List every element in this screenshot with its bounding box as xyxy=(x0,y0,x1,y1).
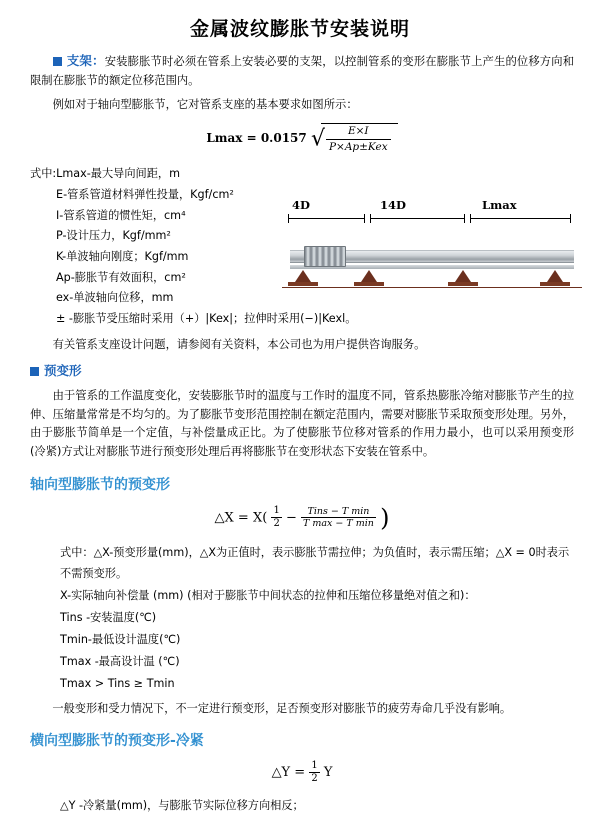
axial-line: Tmax -最高设计温 (℃) xyxy=(60,654,180,668)
definition-item: E-管系管道材料弹性投量，Kgf/cm² xyxy=(56,187,234,201)
figure-drawing xyxy=(282,226,582,292)
lmax-formula-den: P×Ap±Kex xyxy=(328,141,388,153)
section-bracket-p1: 安装膨胀节时必须在管系上安装必要的支架，以控制管系的变形在膨胀节上产生的位移方向和限制在膨胀节的额定位移范围内。 xyxy=(30,55,574,87)
axial-equation-minus: − xyxy=(285,510,297,526)
figure-label-4d: 4D xyxy=(292,198,310,212)
lateral-equation-half: $\frac{1}{2}$ xyxy=(311,759,318,784)
definition-item: ± -膨胀节受压缩时采用（+）|Kex|；拉伸时采用(−)|Kexl。 xyxy=(56,312,357,326)
blue-square-icon xyxy=(30,367,39,376)
axial-equation-rhs: ) xyxy=(380,503,390,532)
axial-equation-fraction: $\frac{\text{Tins − T min}}{\text{T max − T min}}$ xyxy=(303,505,374,530)
section-predeform-heading: 预变形 xyxy=(44,362,82,378)
section-axial-heading: 轴向型膨胀节的预变形 xyxy=(30,476,170,493)
document-page xyxy=(0,14,600,812)
support-anchor xyxy=(540,270,570,286)
section-bracket-heading: 支架： xyxy=(66,53,105,68)
axial-line: Tins -安装温度(℃) xyxy=(60,611,157,625)
definition-item: I-管系管道的惯性矩，cm⁴ xyxy=(56,208,186,222)
page-title: 金属波纹膨胀节安装说明 xyxy=(189,18,410,40)
section-predeform-heading-row xyxy=(30,361,574,382)
lateral-line: △Y -冷紧量(mm)，与膨胀节实际位移方向相反； xyxy=(60,798,304,812)
figure-label-lmax: Lmax xyxy=(482,198,517,212)
definition-item: ex-单波轴向位移，mm xyxy=(56,291,174,305)
figure-labels xyxy=(282,198,582,214)
axial-equation-half: $\frac{1}{2}$ xyxy=(273,505,280,530)
section-predeform-p1: 由于管系的工作温度变化，安装膨胀节时的温度与工作时的温度不同，管系热膨胀冷缩对膨胀节产生的拉伸、压缩量常常是不均匀的。为了膨胀节变形范围控制在额定范围内，需要对膨胀节采取预变形处理。另外，由于膨胀节简单是一个定值，与补偿量成正比。为了使膨胀节位移对管系的作用力最小，也可以采用预变形(冷紧)方式让对膨胀节进行预变形处理后再将膨胀节在变形状态下安装在管系中。 xyxy=(30,389,574,458)
definition-item: K-单波轴向刚度；Kgf/mm xyxy=(56,250,189,263)
axial-note: 一般变形和受力情况下，不一定进行预变形，足否预变形对膨胀节的疲劳寿命几乎没有影响。 xyxy=(52,701,512,715)
support-guide xyxy=(448,270,478,286)
lmax-formula xyxy=(30,123,574,154)
definition-item: 式中:Lmax-最大导向间距，m xyxy=(30,167,180,181)
sqrt-icon: √ xyxy=(310,126,325,151)
section-bracket-closing: 有关管系支座设计问题，请参阅有关资料，本公司也为用户提供咨询服务。 xyxy=(52,337,426,351)
blue-square-icon xyxy=(53,57,62,66)
figure-label-14d: 14D xyxy=(380,198,406,212)
section-bracket-intro xyxy=(30,51,574,90)
definition-item: Ap-膨胀节有效面积，cm² xyxy=(56,270,186,284)
bellows-icon xyxy=(304,246,346,267)
figure-dimension-rule xyxy=(282,214,582,223)
axial-line: X-实际轴向补偿量 (mm) (相对于膨胀节中间状态的拉伸和压缩位移量绝对值之和)： xyxy=(60,589,476,603)
definition-item: P-设计压力，Kgf/mm² xyxy=(56,229,171,243)
lateral-equation xyxy=(30,760,574,785)
lateral-equation-rhs: Y xyxy=(323,764,333,780)
lmax-formula-lhs: Lmax = 0.0157 xyxy=(206,131,307,145)
axial-equation xyxy=(30,504,574,532)
section-bracket-p2: 例如对于轴向型膨胀节，它对管系支座的基本要求如图所示： xyxy=(52,98,358,112)
lateral-equation-lhs: △Y = xyxy=(271,764,306,780)
axial-equation-lhs: △X = X( xyxy=(214,510,268,526)
section-lateral-heading: 横向型膨胀节的预变形-冷紧 xyxy=(30,732,204,749)
expansion-joint-figure xyxy=(282,198,582,292)
lmax-formula-num: E×I xyxy=(326,125,391,140)
axial-line: 式中：△X-预变形量(mm)，△X为正值时，表示膨胀节需拉伸；为负值时，表示需压缩；△X = 0时表示不需预变形。 xyxy=(60,545,570,581)
ground-line xyxy=(282,287,582,288)
document-body xyxy=(0,51,600,816)
sqrt-group xyxy=(311,123,398,154)
support-guide xyxy=(354,270,384,286)
support-anchor xyxy=(288,270,318,286)
axial-line: Tmin-最低设计温度(℃) xyxy=(60,633,181,646)
axial-line: Tmax > Tins ≥ Tmin xyxy=(60,676,175,690)
